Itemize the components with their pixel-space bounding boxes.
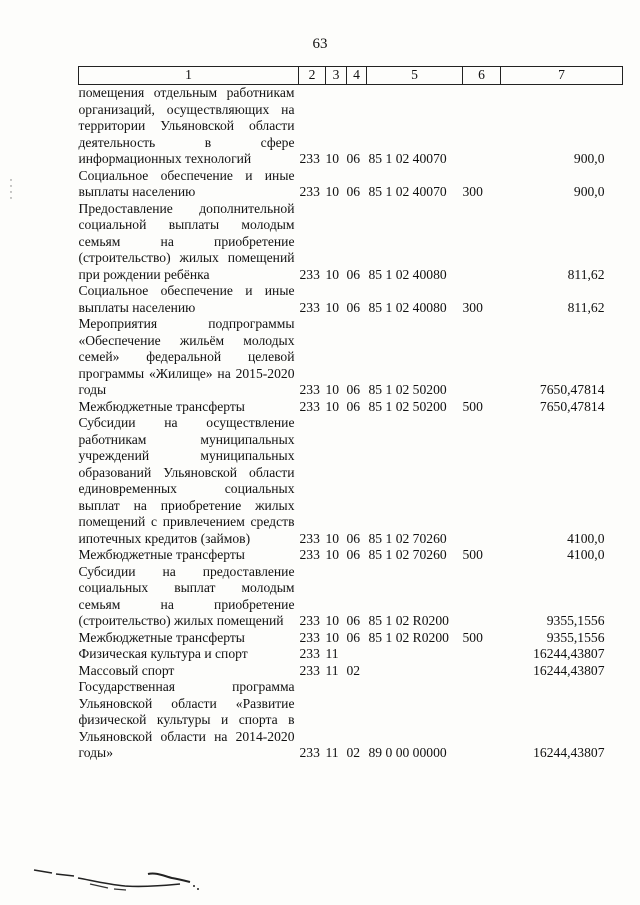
row-code-target-article: 85 1 02 R0200 <box>368 629 449 645</box>
row-description: Физическая культура и спорт <box>78 646 248 661</box>
column-header-3: 3 <box>326 67 347 85</box>
row-code-admin: 233 <box>299 646 320 661</box>
row-description: Социальное обеспечение и иные выплаты населению <box>78 283 295 315</box>
row-code-subsection: 02 <box>346 745 361 760</box>
table-row <box>79 283 623 316</box>
row-code-section: 11 <box>325 646 339 661</box>
row-code-section: 10 <box>325 151 340 166</box>
table-row <box>79 547 623 564</box>
row-code-section: 10 <box>325 266 340 282</box>
row-code-admin: 233 <box>299 530 320 546</box>
row-code-target-article: 85 1 02 40070 <box>368 184 447 199</box>
row-code-section: 10 <box>325 398 340 414</box>
row-code-admin: 233 <box>299 184 320 199</box>
column-header-1: 1 <box>79 67 299 85</box>
row-code-target-article <box>367 663 463 680</box>
row-amount: 7650,47814 <box>539 398 605 414</box>
row-amount: 16244,43807 <box>533 662 605 678</box>
row-code-subsection: 06 <box>346 629 361 645</box>
row-description: Социальное обеспечение и иные выплаты населению <box>78 167 295 199</box>
row-description: Межбюджетные трансферты <box>78 547 245 562</box>
row-code-subsection: 06 <box>346 530 361 546</box>
table-row <box>79 201 623 284</box>
table-row <box>79 679 623 762</box>
row-code-target-article <box>367 646 463 663</box>
row-code-admin: 233 <box>299 745 320 760</box>
budget-table <box>78 66 623 762</box>
table-row <box>79 630 623 647</box>
column-header-7: 7 <box>501 67 623 85</box>
row-code-section: 11 <box>325 745 339 760</box>
row-code-target-article: 85 1 02 40070 <box>368 151 447 166</box>
row-code-admin: 233 <box>299 382 320 397</box>
row-code-expense-type <box>463 663 501 680</box>
row-code-section: 10 <box>325 547 340 562</box>
row-amount: 900,0 <box>573 184 605 199</box>
row-code-target-article: 85 1 02 R0200 <box>368 613 449 628</box>
row-description: Межбюджетные трансферты <box>78 629 245 645</box>
row-code-subsection: 06 <box>346 266 361 282</box>
row-code-admin: 233 <box>299 398 320 414</box>
column-header-6: 6 <box>463 67 501 85</box>
row-amount: 900,0 <box>573 151 605 166</box>
row-description: Субсидии на осуществление работникам муниципальных учреждений муниципальных образований Ульяновской области единовременных социальных выплат на приобретение жилых помещений с привлечением средств ипотечных кредитов (займов) <box>78 415 295 546</box>
row-code-subsection: 06 <box>346 299 361 315</box>
row-code-target-article: 85 1 02 70260 <box>368 530 447 546</box>
column-header-5: 5 <box>367 67 463 85</box>
table-header <box>79 67 623 85</box>
row-amount: 4100,0 <box>567 547 605 562</box>
row-code-subsection: 06 <box>346 184 361 199</box>
row-code-admin: 233 <box>299 299 320 315</box>
row-code-subsection <box>347 646 367 663</box>
row-code-expense-type <box>463 415 501 547</box>
table-row <box>79 316 623 399</box>
row-code-admin: 233 <box>299 662 320 678</box>
row-code-admin: 233 <box>299 629 320 645</box>
row-amount: 16244,43807 <box>533 646 605 661</box>
row-amount: 7650,47814 <box>539 382 605 397</box>
column-header-4: 4 <box>347 67 367 85</box>
row-code-target-article: 85 1 02 50200 <box>368 398 447 414</box>
table-row <box>79 564 623 630</box>
row-code-expense-type <box>463 564 501 630</box>
row-code-section: 10 <box>325 299 340 315</box>
row-code-section: 11 <box>325 662 339 678</box>
row-description: Субсидии на предоставление социальных выплат молодым семьям на приобретение (строительство) жилых помещений <box>78 563 295 628</box>
row-amount: 811,62 <box>567 266 605 282</box>
table-row <box>79 85 623 168</box>
header-row <box>79 67 623 85</box>
row-code-target-article: 85 1 02 70260 <box>368 547 447 562</box>
table-row <box>79 399 623 416</box>
table-row <box>79 663 623 680</box>
table-row <box>79 646 623 663</box>
row-code-target-article: 85 1 02 40080 <box>368 299 447 315</box>
margin-mark <box>8 178 14 202</box>
row-description: помещения отдельным работникам организаций, осуществляющих на территории Ульяновской области деятельность в сфере информационных технологий <box>78 85 295 166</box>
row-description: Мероприятия подпрограммы «Обеспечение жильём молодых семей» федеральной целевой программы «Жилище» на 2015-2020 годы <box>78 316 295 397</box>
row-code-expense-type <box>463 679 501 762</box>
row-code-expense-type <box>463 201 501 284</box>
row-code-admin: 233 <box>299 151 320 166</box>
row-code-section: 10 <box>325 613 340 628</box>
row-amount: 9355,1556 <box>546 629 605 645</box>
row-code-expense-type <box>463 646 501 663</box>
row-code-subsection: 06 <box>346 382 361 397</box>
row-amount: 16244,43807 <box>533 745 605 760</box>
row-code-expense-type: 300 <box>462 184 483 199</box>
row-code-admin: 233 <box>299 613 320 628</box>
row-code-expense-type: 500 <box>462 398 483 414</box>
row-code-section: 10 <box>325 629 340 645</box>
row-code-expense-type <box>463 85 501 168</box>
row-amount: 811,62 <box>567 299 605 315</box>
row-code-subsection: 06 <box>346 151 361 166</box>
row-code-subsection: 06 <box>346 398 361 414</box>
row-code-expense-type: 500 <box>462 547 483 562</box>
table-row <box>79 168 623 201</box>
signature-scribble <box>30 860 210 900</box>
row-code-subsection: 02 <box>346 662 361 678</box>
row-description: Межбюджетные трансферты <box>78 398 245 414</box>
row-code-admin: 233 <box>299 266 320 282</box>
row-code-expense-type <box>463 316 501 399</box>
row-description: Предоставление дополнительной социальной выплаты молодым семьям на приобретение (строительство) жилых помещений при рождении ребёнка <box>78 200 295 282</box>
row-code-section: 10 <box>325 382 340 397</box>
row-code-target-article: 85 1 02 40080 <box>368 266 447 282</box>
row-code-section: 10 <box>325 184 340 199</box>
row-amount: 4100,0 <box>567 530 605 546</box>
row-description: Государственная программа Ульяновской области «Развитие физической культуры и спорта в Ульяновской области на 2014-2020 годы» <box>78 679 295 760</box>
row-code-expense-type: 300 <box>462 299 483 315</box>
row-code-subsection: 06 <box>346 613 361 628</box>
column-header-2: 2 <box>299 67 326 85</box>
table-row <box>79 415 623 547</box>
row-code-target-article: 85 1 02 50200 <box>368 382 447 397</box>
row-code-target-article: 89 0 00 00000 <box>368 745 447 760</box>
row-description: Массовый спорт <box>78 662 175 678</box>
row-code-expense-type: 500 <box>462 629 483 645</box>
row-code-admin: 233 <box>299 547 320 562</box>
page-number: 63 <box>312 36 328 52</box>
table-body <box>79 85 623 762</box>
row-amount: 9355,1556 <box>546 613 605 628</box>
row-code-section: 10 <box>325 530 340 546</box>
row-code-subsection: 06 <box>346 547 361 562</box>
